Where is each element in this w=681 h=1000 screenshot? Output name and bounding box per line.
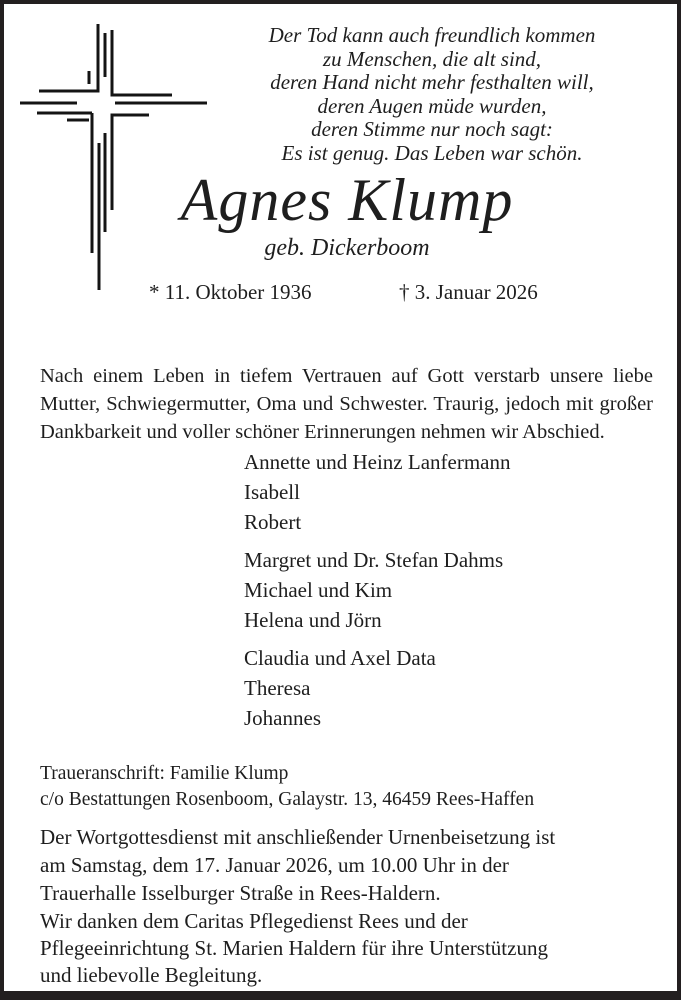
service-info	[40, 823, 555, 907]
mourning-address	[40, 761, 534, 812]
mourner-line: Theresa	[244, 676, 311, 700]
mourner-group	[244, 643, 510, 733]
poem-line: deren Hand nicht mehr festhalten will,	[270, 70, 594, 94]
poem-line: Der Tod kann auch freundlich kommen	[268, 23, 596, 47]
thanks-text	[40, 908, 548, 989]
address-line: c/o Bestattungen Rosenboom, Galaystr. 13, 46459 Rees-Haffen	[40, 788, 535, 810]
mourner-line: Johannes	[244, 706, 321, 730]
poem-line: deren Stimme nur noch sagt:	[311, 117, 553, 141]
mourner-line: Michael und Kim	[244, 578, 393, 602]
service-line: Der Wortgottesdienst mit anschließender Urnenbeisetzung ist	[40, 825, 556, 849]
mourner-line: Robert	[244, 510, 302, 534]
obituary-text: Nach einem Leben in tiefem Vertrauen auf Gott verstarb unsere liebe Mutter, Schwiegermutter, Oma und Schwester. Traurig, jedoch mit großer Dankbarkeit und voller schöner Erinnerungen nehmen wir Abschied.	[40, 364, 653, 443]
birth-date: * 11. Oktober 1936	[149, 280, 312, 304]
mourner-group	[244, 447, 510, 537]
service-line: am Samstag, dem 17. Januar 2026, um 10.00 Uhr in der	[40, 853, 509, 877]
poem-line: deren Augen müde wurden,	[317, 93, 547, 118]
deceased-name: Agnes Klump	[180, 167, 514, 233]
maiden-name: geb. Dickerboom	[264, 235, 430, 261]
mourner-line: Isabell	[244, 480, 300, 504]
mourner-line: Helena und Jörn	[244, 608, 382, 632]
poem	[224, 24, 640, 165]
thanks-line: und liebevolle Begleitung.	[40, 963, 263, 987]
mourner-group	[244, 545, 510, 635]
poem-line: Es ist genug. Das Leben war schön.	[281, 140, 583, 165]
mourners-list	[244, 447, 510, 733]
mourner-line: Claudia und Axel Data	[244, 646, 436, 670]
poem-line: zu Menschen, die alt sind,	[322, 46, 542, 71]
service-line: Trauerhalle Isselburger Straße in Rees-Haldern.	[40, 881, 441, 905]
address-line: Traueranschrift: Familie Klump	[40, 763, 289, 784]
name-block	[40, 168, 654, 261]
death-date: † 3. Januar 2026	[399, 280, 538, 304]
mourner-line: Annette und Heinz Lanfermann	[244, 450, 511, 474]
thanks-line: Wir danken dem Caritas Pflegedienst Rees und der	[40, 909, 468, 933]
mourner-line: Margret und Dr. Stefan Dahms	[244, 548, 504, 572]
thanks-line: Pflegeeinrichtung St. Marien Haldern für ihre Unterstützung	[40, 936, 548, 960]
